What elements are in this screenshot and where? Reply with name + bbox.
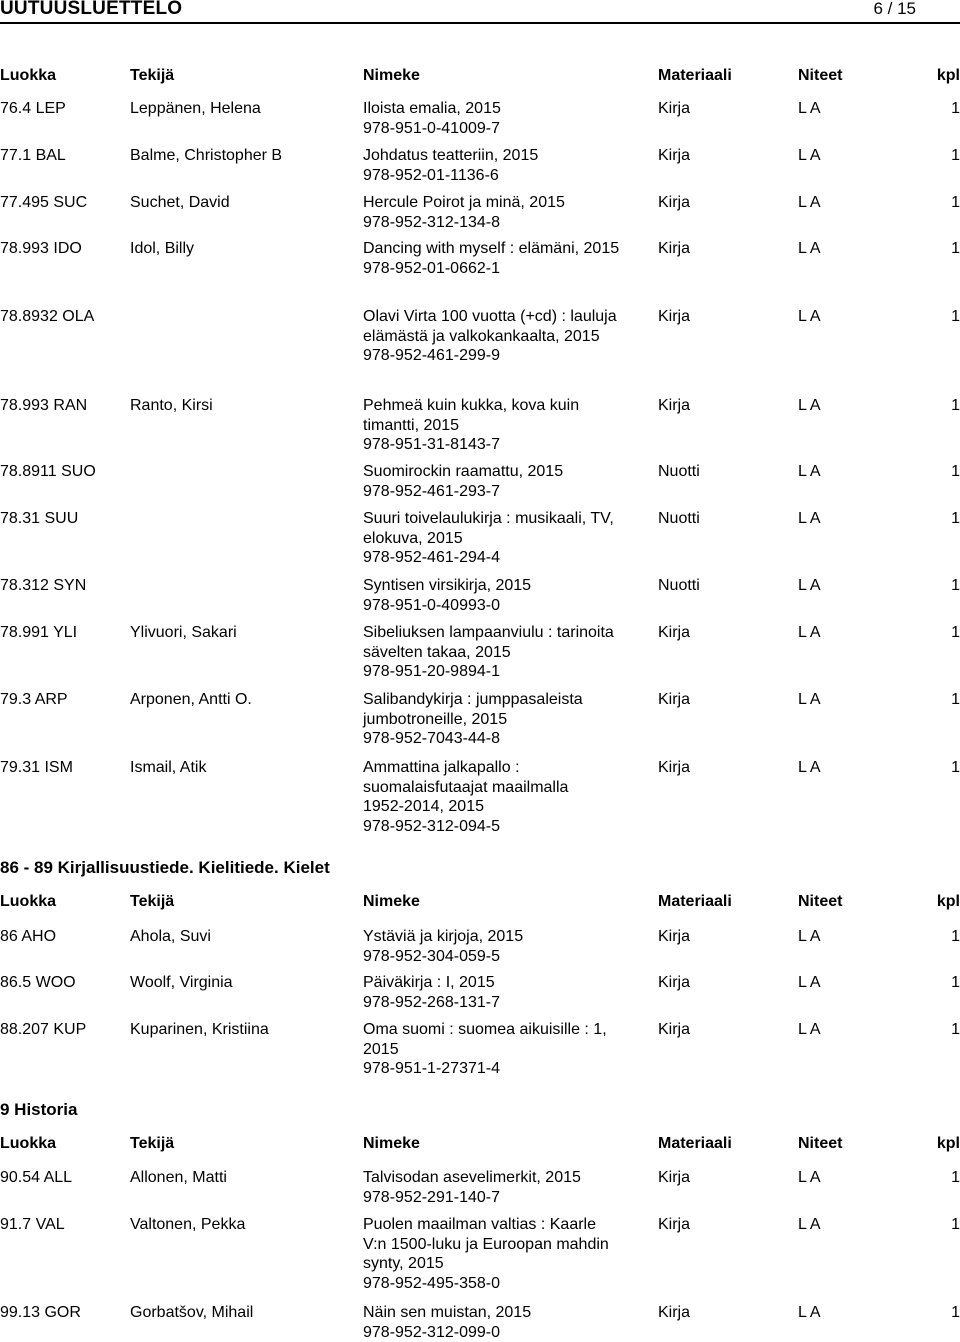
cell-materiaali: Kirja (658, 193, 690, 213)
cell-materiaali: Kirja (658, 973, 690, 993)
cell-luokka: 79.3 ARP (0, 690, 68, 710)
isbn-text: 978-952-461-293-7 (363, 482, 653, 502)
cell-tekija: Ranto, Kirsi (130, 396, 213, 416)
cell-tekija: Valtonen, Pekka (130, 1215, 245, 1235)
cell-materiaali: Kirja (658, 690, 690, 710)
cell-nimeke (363, 462, 653, 501)
col-header-nimeke: Nimeke (363, 893, 653, 911)
col-header-nimeke: Nimeke (363, 1135, 653, 1153)
cell-materiaali: Kirja (658, 307, 690, 327)
cell-tekija: Ismail, Atik (130, 758, 206, 778)
cell-nimeke (363, 193, 653, 232)
cell-luokka: 91.7 VAL (0, 1215, 65, 1235)
cell-kpl: 1 (951, 1303, 960, 1323)
cell-luokka: 88.207 KUP (0, 1020, 86, 1040)
col-header-kpl: kpl (937, 893, 960, 911)
cell-materiaali: Kirja (658, 758, 690, 778)
title-line: Näin sen muistan, 2015 (363, 1303, 653, 1323)
cell-tekija: Gorbatšov, Mihail (130, 1303, 253, 1323)
section-title: 9 Historia (0, 1100, 77, 1120)
cell-niteet: L A (798, 623, 821, 643)
cell-luokka: 77.1 BAL (0, 146, 66, 166)
cell-niteet: L A (798, 307, 821, 327)
cell-nimeke (363, 509, 653, 568)
isbn-text: 978-951-20-9894-1 (363, 662, 653, 682)
section-title: 86 - 89 Kirjallisuustiede. Kielitiede. Kielet (0, 858, 330, 878)
cell-nimeke (363, 396, 653, 455)
col-header-materiaali: Materiaali (658, 67, 732, 85)
isbn-text: 978-952-312-094-5 (363, 817, 653, 837)
table-header (0, 893, 960, 915)
cell-tekija: Leppänen, Helena (130, 99, 261, 119)
title-line: Salibandykirja : jumppasaleista (363, 690, 653, 710)
col-header-luokka: Luokka (0, 893, 56, 911)
cell-materiaali: Kirja (658, 1215, 690, 1235)
cell-kpl: 1 (951, 1168, 960, 1188)
cell-materiaali: Kirja (658, 1020, 690, 1040)
cell-kpl: 1 (951, 576, 960, 596)
page-header (0, 0, 960, 20)
cell-luokka: 78.8911 SUO (0, 462, 96, 482)
cell-materiaali: Nuotti (658, 509, 700, 529)
cell-kpl: 1 (951, 307, 960, 327)
cell-materiaali: Kirja (658, 99, 690, 119)
cell-luokka: 78.993 IDO (0, 239, 82, 259)
title-line: Oma suomi : suomea aikuisille : 1, (363, 1020, 653, 1040)
cell-niteet: L A (798, 1168, 821, 1188)
cell-luokka: 79.31 ISM (0, 758, 73, 778)
cell-nimeke (363, 1020, 653, 1079)
title-line: elokuva, 2015 (363, 529, 653, 549)
cell-tekija: Allonen, Matti (130, 1168, 227, 1188)
cell-nimeke (363, 927, 653, 966)
title-line: elämästä ja valkokankaalta, 2015 (363, 327, 653, 347)
title-line: Sibeliuksen lampaanviulu : tarinoita (363, 623, 653, 643)
isbn-text: 978-951-0-41009-7 (363, 119, 653, 139)
cell-tekija: Suchet, David (130, 193, 230, 213)
cell-kpl: 1 (951, 462, 960, 482)
cell-luokka: 77.495 SUC (0, 193, 87, 213)
title-line: Iloista emalia, 2015 (363, 99, 653, 119)
cell-niteet: L A (798, 576, 821, 596)
cell-niteet: L A (798, 99, 821, 119)
cell-kpl: 1 (951, 99, 960, 119)
title-line: sävelten takaa, 2015 (363, 643, 653, 663)
isbn-text: 978-952-312-134-8 (363, 213, 653, 233)
header-rule (0, 22, 960, 24)
cell-niteet: L A (798, 758, 821, 778)
cell-nimeke (363, 973, 653, 1012)
cell-tekija: Ahola, Suvi (130, 927, 211, 947)
cell-kpl: 1 (951, 146, 960, 166)
col-header-luokka: Luokka (0, 1135, 56, 1153)
title-line: Hercule Poirot ja minä, 2015 (363, 193, 653, 213)
isbn-text: 978-951-31-8143-7 (363, 435, 653, 455)
isbn-text: 978-952-304-059-5 (363, 947, 653, 967)
cell-luokka: 76.4 LEP (0, 99, 66, 119)
cell-materiaali: Kirja (658, 623, 690, 643)
cell-niteet: L A (798, 690, 821, 710)
cell-niteet: L A (798, 146, 821, 166)
col-header-tekija: Tekijä (130, 893, 174, 911)
title-line: timantti, 2015 (363, 416, 653, 436)
cell-niteet: L A (798, 1303, 821, 1323)
table-header (0, 1135, 960, 1157)
title-line: Ystäviä ja kirjoja, 2015 (363, 927, 653, 947)
cell-niteet: L A (798, 462, 821, 482)
title-line: Päiväkirja : I, 2015 (363, 973, 653, 993)
cell-nimeke (363, 239, 653, 278)
cell-kpl: 1 (951, 927, 960, 947)
cell-kpl: 1 (951, 623, 960, 643)
cell-kpl: 1 (951, 1215, 960, 1235)
cell-kpl: 1 (951, 193, 960, 213)
cell-materiaali: Kirja (658, 1303, 690, 1323)
cell-luokka: 99.13 GOR (0, 1303, 81, 1323)
cell-luokka: 86 AHO (0, 927, 56, 947)
cell-luokka: 78.991 YLI (0, 623, 77, 643)
title-line: Talvisodan asevelimerkit, 2015 (363, 1168, 653, 1188)
cell-nimeke (363, 99, 653, 138)
cell-kpl: 1 (951, 690, 960, 710)
cell-nimeke (363, 307, 653, 366)
cell-tekija: Idol, Billy (130, 239, 194, 259)
cell-luokka: 86.5 WOO (0, 973, 76, 993)
cell-tekija: Woolf, Virginia (130, 973, 233, 993)
isbn-text: 978-951-0-40993-0 (363, 596, 653, 616)
isbn-text: 978-952-01-0662-1 (363, 259, 653, 279)
cell-nimeke (363, 146, 653, 185)
title-line: 1952-2014, 2015 (363, 797, 653, 817)
cell-luokka: 78.8932 OLA (0, 307, 94, 327)
cell-tekija: Balme, Christopher B (130, 146, 282, 166)
cell-tekija: Arponen, Antti O. (130, 690, 252, 710)
isbn-text: 978-952-461-299-9 (363, 346, 653, 366)
cell-luokka: 78.312 SYN (0, 576, 86, 596)
col-header-niteet: Niteet (798, 893, 842, 911)
cell-kpl: 1 (951, 1020, 960, 1040)
cell-kpl: 1 (951, 239, 960, 259)
title-line: synty, 2015 (363, 1254, 653, 1274)
cell-kpl: 1 (951, 973, 960, 993)
title-line: Suomirockin raamattu, 2015 (363, 462, 653, 482)
col-header-materiaali: Materiaali (658, 1135, 732, 1153)
cell-nimeke (363, 1303, 653, 1342)
title-line: Ammattina jalkapallo : (363, 758, 653, 778)
col-header-kpl: kpl (937, 1135, 960, 1153)
col-header-nimeke: Nimeke (363, 67, 653, 85)
isbn-text: 978-952-312-099-0 (363, 1323, 653, 1342)
cell-tekija: Ylivuori, Sakari (130, 623, 237, 643)
cell-niteet: L A (798, 239, 821, 259)
cell-kpl: 1 (951, 509, 960, 529)
cell-nimeke (363, 1215, 653, 1293)
title-line: 2015 (363, 1040, 653, 1060)
document-title: UUTUUSLUETTELO (0, 0, 182, 20)
cell-nimeke (363, 1168, 653, 1207)
title-line: Dancing with myself : elämäni, 2015 (363, 239, 653, 259)
cell-nimeke (363, 758, 653, 836)
cell-tekija: Kuparinen, Kristiina (130, 1020, 269, 1040)
title-line: jumbotroneille, 2015 (363, 710, 653, 730)
cell-materiaali: Kirja (658, 396, 690, 416)
cell-niteet: L A (798, 509, 821, 529)
cell-nimeke (363, 690, 653, 749)
title-line: Puolen maailman valtias : Kaarle (363, 1215, 653, 1235)
col-header-tekija: Tekijä (130, 67, 174, 85)
cell-niteet: L A (798, 193, 821, 213)
title-line: V:n 1500-luku ja Euroopan mahdin (363, 1235, 653, 1255)
col-header-tekija: Tekijä (130, 1135, 174, 1153)
title-line: Suuri toivelaulukirja : musikaali, TV, (363, 509, 653, 529)
cell-niteet: L A (798, 396, 821, 416)
cell-materiaali: Kirja (658, 146, 690, 166)
cell-materiaali: Kirja (658, 239, 690, 259)
col-header-kpl: kpl (937, 67, 960, 85)
cell-materiaali: Nuotti (658, 462, 700, 482)
col-header-luokka: Luokka (0, 67, 56, 85)
page-number: 6 / 15 (873, 0, 916, 19)
title-line: Syntisen virsikirja, 2015 (363, 576, 653, 596)
title-line: suomalaisfutaajat maailmalla (363, 778, 653, 798)
isbn-text: 978-952-461-294-4 (363, 548, 653, 568)
cell-niteet: L A (798, 1215, 821, 1235)
cell-materiaali: Kirja (658, 1168, 690, 1188)
cell-nimeke (363, 576, 653, 615)
col-header-niteet: Niteet (798, 1135, 842, 1153)
cell-materiaali: Nuotti (658, 576, 700, 596)
col-header-niteet: Niteet (798, 67, 842, 85)
isbn-text: 978-952-268-131-7 (363, 993, 653, 1013)
title-line: Olavi Virta 100 vuotta (+cd) : lauluja (363, 307, 653, 327)
cell-luokka: 90.54 ALL (0, 1168, 72, 1188)
cell-kpl: 1 (951, 396, 960, 416)
title-line: Johdatus teatteriin, 2015 (363, 146, 653, 166)
cell-niteet: L A (798, 1020, 821, 1040)
cell-nimeke (363, 623, 653, 682)
col-header-materiaali: Materiaali (658, 893, 732, 911)
cell-materiaali: Kirja (658, 927, 690, 947)
cell-niteet: L A (798, 973, 821, 993)
table-header (0, 67, 960, 89)
cell-kpl: 1 (951, 758, 960, 778)
cell-luokka: 78.993 RAN (0, 396, 87, 416)
isbn-text: 978-952-495-358-0 (363, 1274, 653, 1294)
title-line: Pehmeä kuin kukka, kova kuin (363, 396, 653, 416)
isbn-text: 978-952-291-140-7 (363, 1188, 653, 1208)
isbn-text: 978-952-7043-44-8 (363, 729, 653, 749)
cell-luokka: 78.31 SUU (0, 509, 78, 529)
isbn-text: 978-951-1-27371-4 (363, 1059, 653, 1079)
isbn-text: 978-952-01-1136-6 (363, 166, 653, 186)
cell-niteet: L A (798, 927, 821, 947)
